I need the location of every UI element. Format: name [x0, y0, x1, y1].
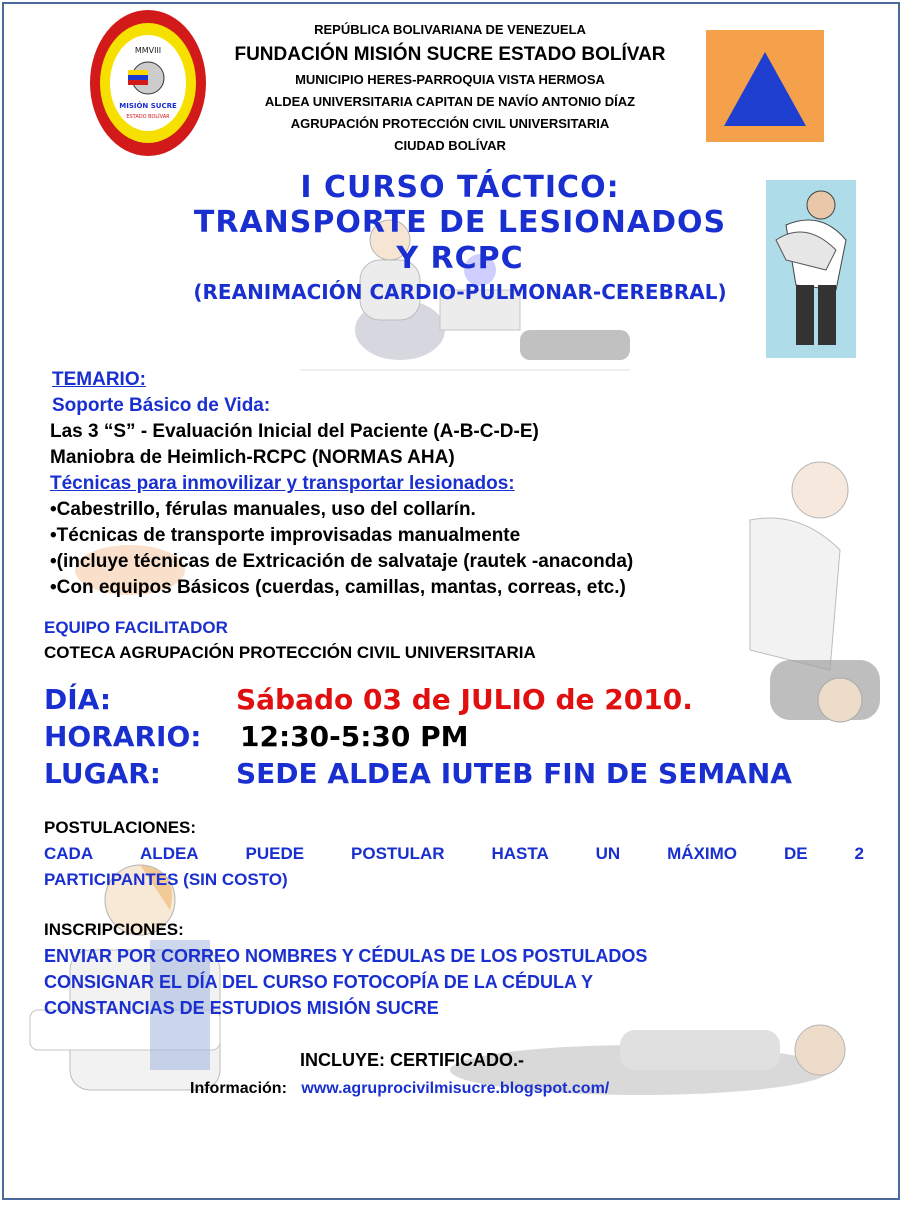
header-line-4: ALDEA UNIVERSITARIA CAPITAN DE NAVÍO ANTONIO DÍAZ — [264, 94, 636, 109]
header-line-6: CIUDAD BOLÍVAR — [394, 138, 506, 153]
header-line-2: FUNDACIÓN MISIÓN SUCRE ESTADO BOLÍVAR — [234, 44, 666, 65]
incluye-certificado: INCLUYE: CERTIFICADO.- — [300, 1050, 524, 1070]
tecnicas-bullet-1: •Cabestrillo, férulas manuales, uso del collarín. — [50, 499, 476, 520]
dia-value: Sábado 03 de JULIO de 2010. — [236, 683, 693, 716]
civil-protection-triangle-icon — [706, 30, 824, 142]
facilitador-heading: EQUIPO FACILITADOR — [44, 618, 228, 637]
header-line-5: AGRUPACIÓN PROTECCIÓN CIVIL UNIVERSITARIA — [290, 116, 610, 131]
horario-value: 12:30-5:30 PM — [240, 720, 469, 753]
logo-year: MMVIII — [134, 46, 162, 55]
postulaciones-heading: POSTULACIONES: — [44, 818, 197, 837]
postulaciones-word: DE — [783, 844, 808, 863]
temario-item-2: Maniobra de Heimlich-RCPC (NORMAS AHA) — [50, 447, 455, 468]
postulaciones-line-1 — [44, 844, 864, 864]
logo-seal-icon — [88, 8, 208, 158]
tecnicas-bullet-2: •Técnicas de transporte improvisadas manualmente — [50, 525, 521, 546]
lugar-label: LUGAR: — [44, 757, 161, 790]
info-url-link[interactable]: www.agruprocivilmisucre.blogspot.com/ — [301, 1080, 610, 1097]
postulaciones-word: POSTULAR — [351, 844, 445, 863]
horario-label: HORARIO: — [44, 720, 202, 753]
tecnicas-bullet-4: •Con equipos Básicos (cuerdas, camillas, mantas, correas, etc.) — [50, 577, 626, 598]
postulaciones-word: HASTA — [491, 844, 549, 863]
inscripciones-heading: INSCRIPCIONES: — [44, 920, 184, 939]
postulaciones-word: MÁXIMO — [667, 844, 738, 863]
tecnicas-heading: Técnicas para inmovilizar y transportar lesionados: — [50, 473, 515, 494]
info-label: Información: — [190, 1080, 287, 1097]
postulaciones-word: UN — [595, 844, 621, 863]
postulaciones-line-2: PARTICIPANTES (SIN COSTO) — [44, 870, 288, 889]
postulaciones-word: ALDEA — [140, 844, 199, 863]
info-line — [190, 1080, 609, 1098]
postulaciones-word: PUEDE — [245, 844, 305, 863]
postulaciones-word: 2 — [854, 844, 864, 863]
inscripciones-line-2: CONSIGNAR EL DÍA DEL CURSO FOTOCOPÍA DE LA CÉDULA Y — [44, 972, 594, 992]
logo-center-text: MISIÓN SUCRE — [119, 102, 177, 110]
title-line-1: I CURSO TÁCTICO: — [300, 170, 620, 205]
title-line-3: Y RCPC — [396, 241, 524, 276]
inscripciones-line-1: ENVIAR POR CORREO NOMBRES Y CÉDULAS DE LOS POSTULADOS — [44, 946, 648, 966]
header-line-3: MUNICIPIO HERES-PARROQUIA VISTA HERMOSA — [295, 72, 605, 87]
title-line-4: (REANIMACIÓN CARDIO-PULMONAR-CEREBRAL) — [193, 280, 727, 304]
header-line-1: REPÚBLICA BOLIVARIANA DE VENEZUELA — [314, 22, 586, 37]
facilitador-text: COTECA AGRUPACIÓN PROTECCIÓN CIVIL UNIVERSITARIA — [44, 643, 536, 662]
temario-item-1: Las 3 “S” - Evaluación Inicial del Paciente (A-B-C-D-E) — [50, 421, 539, 442]
postulaciones-word: CADA — [44, 844, 94, 863]
tecnicas-bullet-3: •(incluye técnicas de Extricación de salvataje (rautek -anaconda) — [50, 551, 634, 572]
inscripciones-line-3: CONSTANCIAS DE ESTUDIOS MISIÓN SUCRE — [44, 998, 439, 1018]
temario-heading: TEMARIO: — [52, 369, 146, 390]
lugar-value: SEDE ALDEA IUTEB FIN DE SEMANA — [236, 757, 792, 790]
dia-label: DÍA: — [44, 683, 112, 716]
title-line-2: TRANSPORTE DE LESIONADOS — [193, 205, 727, 240]
logo-bottom-text: ESTADO BOLÍVAR — [126, 114, 170, 120]
cpr-illustration — [690, 450, 890, 750]
soporte-basico-heading: Soporte Básico de Vida: — [52, 395, 271, 416]
